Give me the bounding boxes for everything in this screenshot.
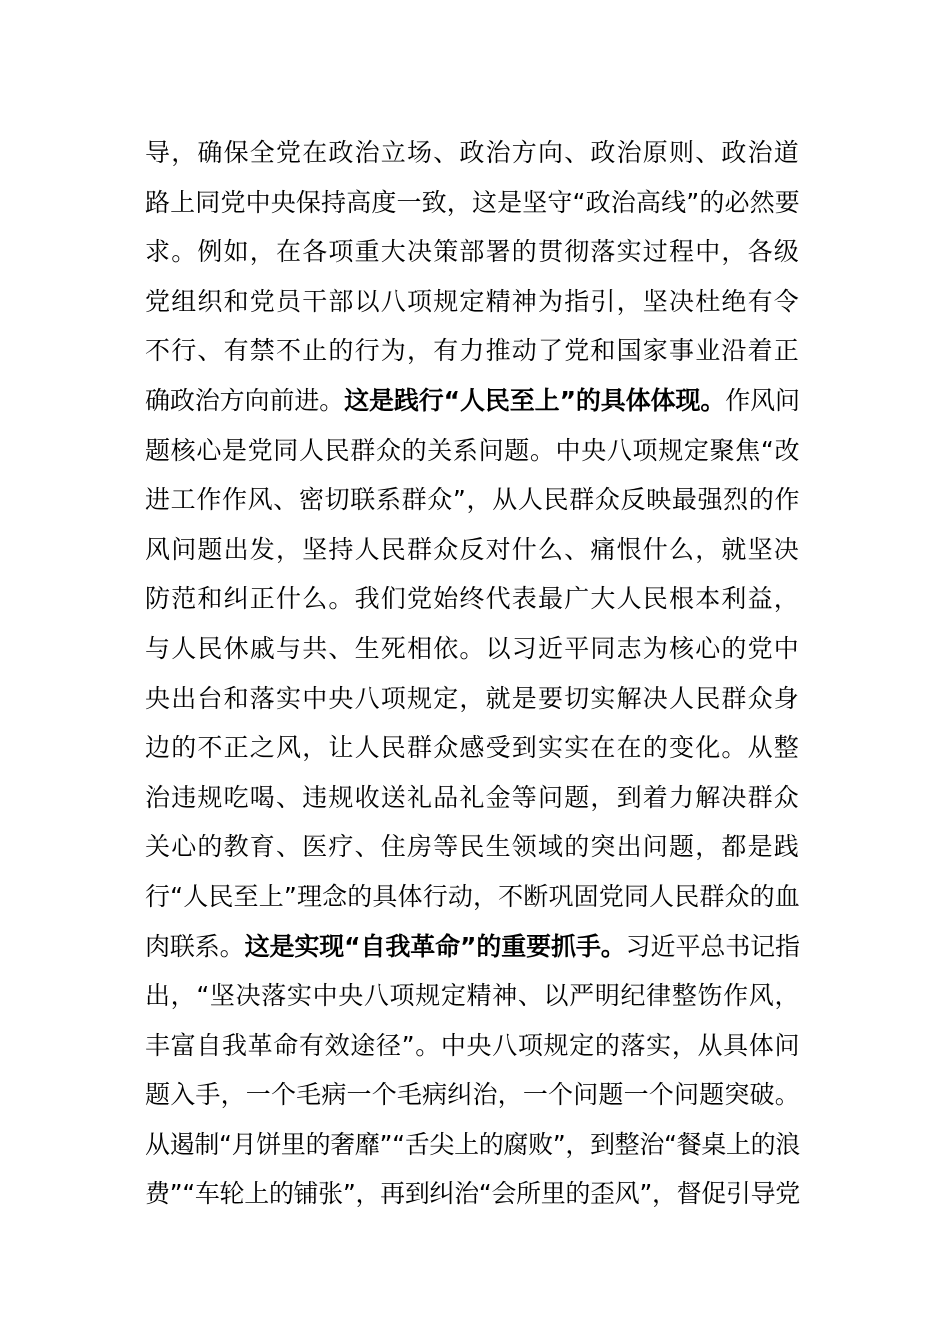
paragraph-text: 出，“坚决落实中央八项规定精神、以严明纪律整饬作风， [145, 981, 801, 1011]
text-line [145, 1169, 805, 1219]
paragraph-text: 确政治方向前进。 [145, 385, 345, 415]
paragraph-text: 题核心是党同人民群众的关系问题。中央八项规定聚焦“改 [145, 435, 801, 465]
bold-heading-text: 这是践行“人民至上”的具体体现。 [344, 385, 726, 415]
text-line [145, 376, 805, 426]
paragraph-text: 与人民休戚与共、生死相依。以习近平同志为核心的党中 [145, 633, 801, 663]
text-line [145, 426, 805, 476]
paragraph-text: 治违规吃喝、违规收送礼品礼金等问题，到着力解决群众 [145, 782, 801, 812]
paragraph-text: 习近平总书记指 [625, 931, 800, 961]
text-line [145, 723, 805, 773]
paragraph-text: 费”“车轮上的铺张”，再到纠治“会所里的歪风”，督促引导党 [145, 1179, 800, 1209]
paragraph-text: 路上同党中央保持高度一致，这是坚守“政治高线”的必然要 [145, 187, 800, 217]
text-line [145, 178, 805, 228]
paragraph-text: 丰富自我革命有效途径”。中央八项规定的落实，从具体问 [145, 1030, 801, 1060]
paragraph-text: 题入手，一个毛病一个毛病纠治，一个问题一个问题突破。 [145, 1080, 800, 1110]
paragraph-text: 肉联系。 [145, 931, 245, 961]
text-line [145, 574, 805, 624]
paragraph-text: 风问题出发，坚持人民群众反对什么、痛恨什么，就坚决 [145, 534, 801, 564]
text-line [145, 277, 805, 327]
paragraph-text: 作风问 [725, 385, 800, 415]
paragraph-text: 关心的教育、医疗、住房等民生领域的突出问题，都是践 [145, 832, 801, 862]
text-line [145, 971, 805, 1021]
text-line [145, 1120, 805, 1170]
text-line [145, 922, 805, 972]
text-line [145, 872, 805, 922]
text-line [145, 822, 805, 872]
text-line [145, 227, 805, 277]
text-line [145, 1021, 805, 1071]
paragraph-text: 行“人民至上”理念的具体行动，不断巩固党同人民群众的血 [145, 881, 800, 911]
text-line [145, 128, 805, 178]
paragraph-text: 进工作作风、密切联系群众”，从人民群众反映最强烈的作 [145, 485, 801, 515]
paragraph-text: 边的不正之风，让人民群众感受到实实在在的变化。从整 [145, 733, 801, 763]
text-line [145, 525, 805, 575]
text-line [145, 674, 805, 724]
paragraph-text: 求。例如，在各项重大决策部署的贯彻落实过程中，各级 [145, 237, 801, 267]
text-line [145, 1070, 805, 1120]
body-text [145, 128, 805, 1219]
paragraph-text: 防范和纠正什么。我们党始终代表最广大人民根本利益， [145, 584, 801, 614]
bold-heading-text: 这是实现“自我革命”的重要抓手。 [244, 931, 626, 961]
text-line [145, 475, 805, 525]
text-line [145, 773, 805, 823]
paragraph-text: 导，确保全党在政治立场、政治方向、政治原则、政治道 [145, 138, 801, 167]
text-line [145, 624, 805, 674]
text-line [145, 326, 805, 376]
paragraph-text: 党组织和党员干部以八项规定精神为指引，坚决杜绝有令 [145, 286, 801, 316]
paragraph-text: 从遏制“月饼里的奢靡”“舌尖上的腐败”，到整治“餐桌上的浪 [145, 1129, 800, 1159]
paragraph-text: 央出台和落实中央八项规定，就是要切实解决人民群众身 [145, 683, 801, 713]
paragraph-text: 不行、有禁不止的行为，有力推动了党和国家事业沿着正 [145, 336, 801, 366]
